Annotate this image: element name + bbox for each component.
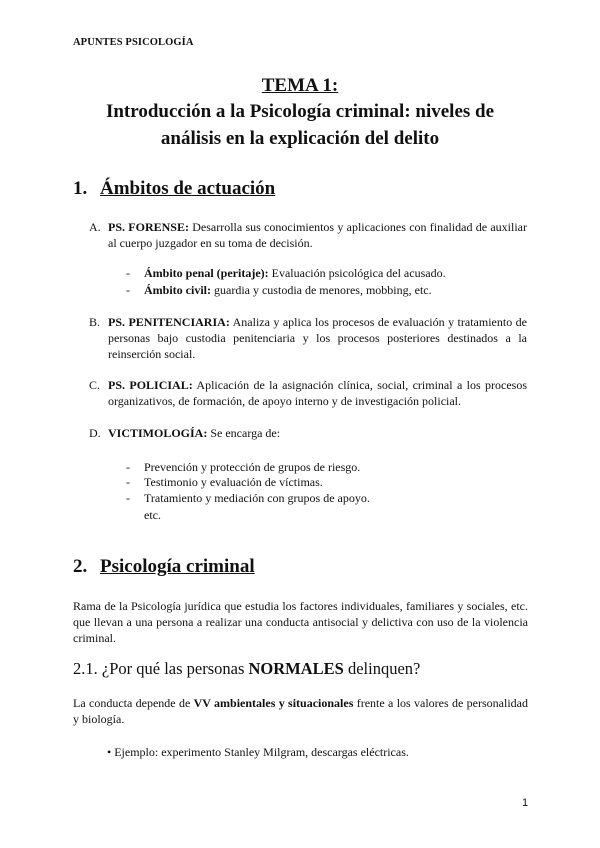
sub-item-tratamiento: - Tratamiento y mediación con grupos de apoyo. [126, 491, 370, 505]
item-label: VICTIMOLOGÍA: [108, 426, 208, 440]
item-text: Analiza y aplica los procesos de evaluación y tratamiento de personas bajo custodia penitenciaria y los procesos posteriores destinados a la reinserción social. [108, 315, 527, 361]
etc-text: etc. [144, 508, 161, 522]
sub-item-text: Testimonio y evaluación de víctimas. [144, 475, 323, 489]
sub-item-label: Ámbito civil: [144, 283, 211, 297]
item-text: Se encarga de: [207, 426, 281, 440]
sub-item-label: Ámbito penal (peritaje): [144, 266, 269, 280]
section-1-title: Ámbitos de actuación [100, 178, 276, 199]
section-1-heading [73, 178, 275, 200]
list-item-forense [89, 219, 527, 251]
list-item-policial [89, 377, 527, 409]
item-text: Desarrolla sus conocimientos y aplicaciones con finalidad de auxiliar al cuerpo juzgador en su toma de decisión. [108, 220, 527, 250]
subsection-2-1-heading: 2.1. ¿Por qué las personas NORMALES delinquen? [73, 659, 421, 678]
list-letter: B. [89, 315, 101, 329]
sub-item-ambito-penal: - Ámbito penal (peritaje): Evaluación psicológica del acusado. [126, 266, 446, 280]
vv-emphasis: VV ambientales y situacionales [193, 696, 354, 710]
section-1-number: 1. [73, 178, 88, 199]
list-letter: D. [89, 426, 101, 440]
item-label: PS. FORENSE: [108, 220, 189, 234]
list-letter: A. [89, 220, 101, 234]
section-2-number: 2. [73, 556, 88, 577]
sub-item-text: guardia y custodia de menores, mobbing, etc. [211, 283, 432, 297]
sub-item-prevencion: - Prevención y protección de grupos de riesgo. [126, 460, 361, 474]
chapter-subtitle-line-1: Introducción a la Psicología criminal: niveles de [105, 101, 495, 122]
subsection-number: 2.1. [73, 659, 98, 678]
conducta-paragraph: La conducta depende de VV ambientales y situacionales frente a los valores de personalidad y biología. [73, 696, 528, 726]
list-item-penitenciaria [89, 314, 527, 362]
normales-emphasis: NORMALES [248, 659, 344, 678]
item-label: PS. PENITENCIARIA: [108, 315, 230, 329]
page-header: APUNTES PSICOLOGÍA [73, 37, 194, 48]
sub-item-ambito-civil: - Ámbito civil: guardia y custodia de menores, mobbing, etc. [126, 283, 432, 297]
sub-item-text: Prevención y protección de grupos de riesgo. [144, 460, 361, 474]
title-block [60, 74, 540, 152]
list-item-victimologia [89, 425, 527, 441]
section-2-paragraph: Rama de la Psicología jurídica que estudia los factores individuales, familiares y sociales, etc. que llevan a una persona a realizar una conducta antisocial y delictiva con uso de la violencia criminal. [73, 599, 528, 645]
section-2-title: Psicología criminal [100, 556, 255, 577]
sub-item-text: Evaluación psicológica del acusado. [268, 266, 446, 280]
item-text: Aplicación de la asignación clínica, social, criminal a los procesos organizativos, de formación, de apoyo interno y de investigación policial. [108, 378, 528, 408]
page-number: 1 [522, 797, 529, 809]
example-bullet: • Ejemplo: experimento Stanley Milgram, descargas eléctricas. [107, 745, 409, 759]
section-2-heading [73, 556, 255, 578]
chapter-title: TEMA 1: [261, 75, 339, 96]
sub-item-text: Tratamiento y mediación con grupos de apoyo. [144, 491, 370, 505]
sub-item-testimonio: - Testimonio y evaluación de víctimas. [126, 475, 323, 489]
chapter-subtitle-line-2: análisis en la explicación del delito [160, 128, 440, 149]
list-letter: C. [89, 378, 101, 392]
item-label: PS. POLICIAL: [108, 378, 193, 392]
